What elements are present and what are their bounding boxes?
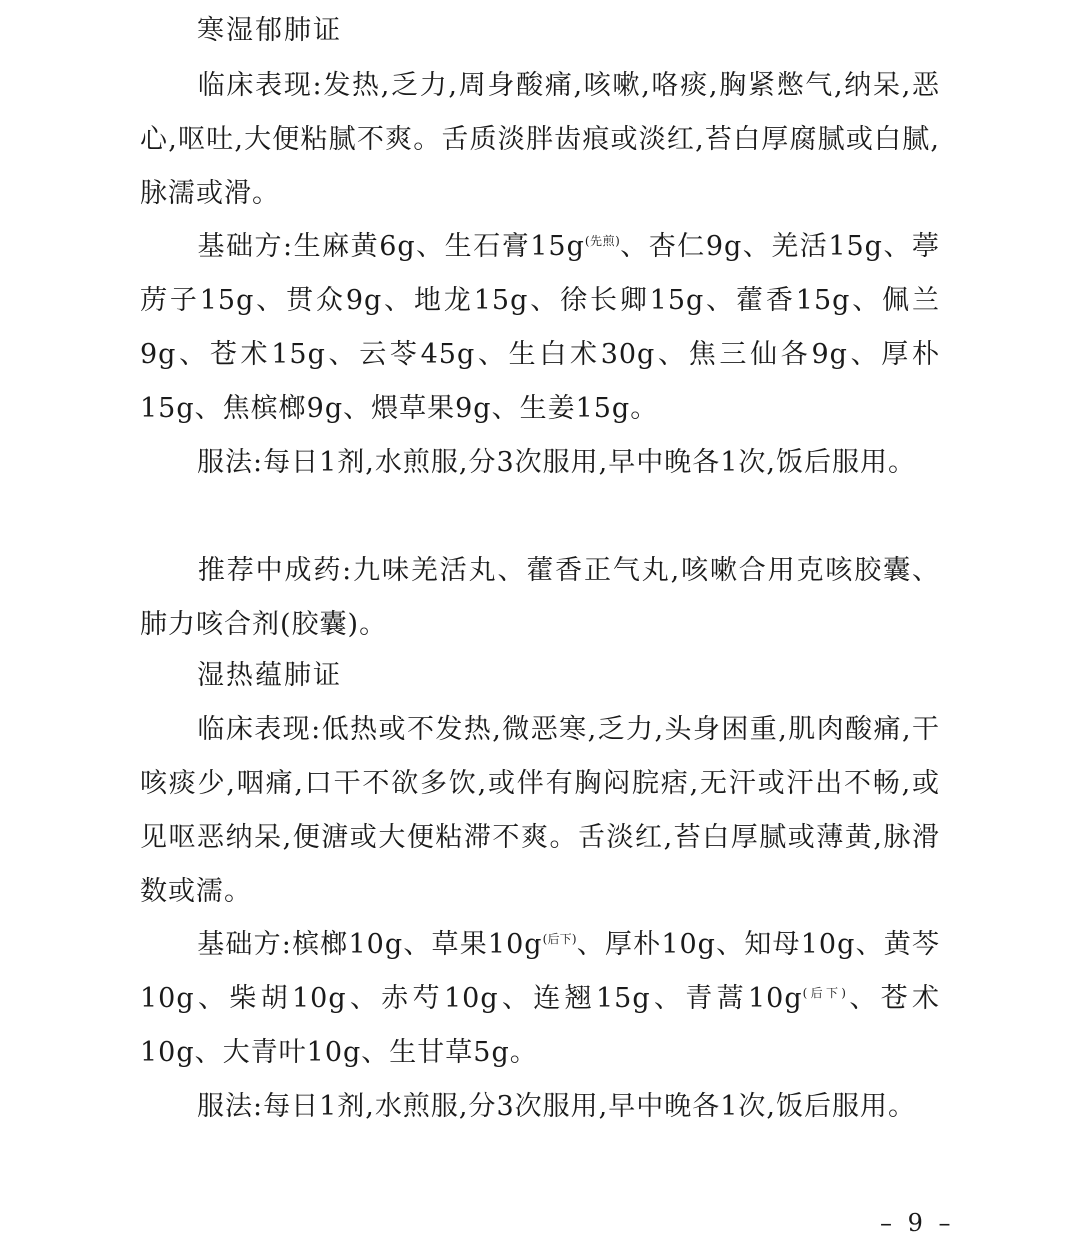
formula-text-part2: 、厚朴10g、知母10g、黄芩10g、柴胡10g、赤芍10g、连翘15g、青蒿10g xyxy=(140,929,940,1014)
section-title-damp-heat: 湿热蕴肺证 xyxy=(197,660,342,691)
usage-damp-heat xyxy=(140,1080,940,1134)
base-formula-cold-damp xyxy=(140,220,940,436)
base-formula-damp-heat xyxy=(140,918,940,1080)
page-number: – 9 – xyxy=(880,1209,955,1237)
formula-text-part1: 基础方:槟榔10g、草果10g xyxy=(197,929,543,960)
usage-text: 服法:每日1剂,水煎服,分3次服用,早中晚各1次,饭后服用。 xyxy=(197,447,916,478)
clinical-manifestation-damp-heat xyxy=(140,703,940,919)
formula-note: (后下) xyxy=(542,932,577,946)
section-title-cold-damp: 寒湿郁肺证 xyxy=(197,15,342,46)
clinical-text: 临床表现:发热,乏力,周身酸痛,咳嗽,咯痰,胸紧憋气,纳呆,恶心,呕吐,大便粘腻不爽。舌质淡胖齿痕或淡红,苔白厚腐腻或白腻,脉濡或滑。 xyxy=(140,70,940,209)
clinical-text: 临床表现:低热或不发热,微恶寒,乏力,头身困重,肌肉酸痛,干咳痰少,咽痛,口干不欲多饮,或伴有胸闷脘痞,无汗或汗出不畅,或见呕恶纳呆,便溏或大便粘滞不爽。舌淡红,苔白厚腻或薄黄,脉滑数或濡。 xyxy=(140,714,940,907)
formula-text-part1: 基础方:生麻黄6g、生石膏15g xyxy=(197,231,585,262)
formula-text-part3: 、苍术10g、大青叶10g、生甘草5g。 xyxy=(140,983,941,1068)
formula-text-part2: 、杏仁9g、羌活15g、葶苈子15g、贯众9g、地龙15g、徐长卿15g、藿香15g、佩兰9g、苍术15g、云苓45g、生白术30g、焦三仙各9g、厚朴15g、焦槟榔9g、煨草果9g、生姜15g。 xyxy=(140,231,940,424)
formula-note: (先煎) xyxy=(584,234,620,248)
formula-note: (后下) xyxy=(802,986,846,1000)
medicine-text: 推荐中成药:九味羌活丸、藿香正气丸,咳嗽合用克咳胶囊、肺力咳合剂(胶囊)。 xyxy=(140,555,940,640)
usage-cold-damp xyxy=(140,436,940,490)
recommended-medicine-cold-damp xyxy=(140,544,940,652)
clinical-manifestation-cold-damp xyxy=(140,59,940,221)
usage-text: 服法:每日1剂,水煎服,分3次服用,早中晚各1次,饭后服用。 xyxy=(197,1091,916,1122)
